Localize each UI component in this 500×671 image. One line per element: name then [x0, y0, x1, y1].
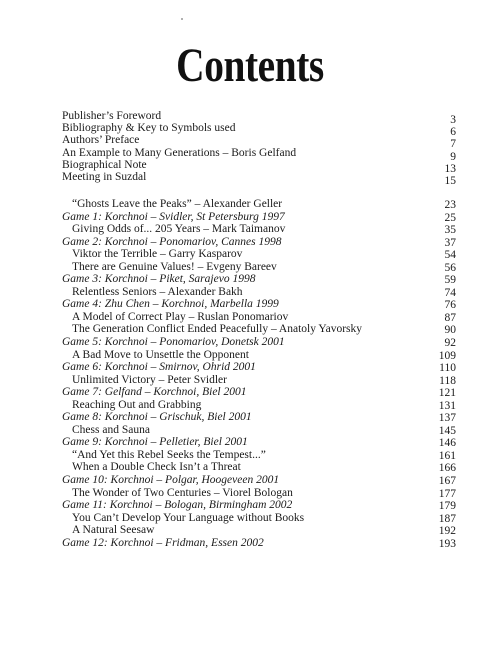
- entry-title: Game 3: Korchnoi – Piket, Sarajevo 1998: [62, 273, 256, 286]
- page-number: 166: [438, 462, 456, 475]
- toc-entry: [62, 110, 456, 126]
- toc-game-entry: [62, 474, 456, 487]
- page-number: 145: [438, 424, 456, 437]
- toc-entry: [62, 134, 456, 151]
- page-number: 90: [444, 324, 456, 337]
- toc-entry: [62, 170, 456, 187]
- entry-title: Game 6: Korchnoi – Smirnov, Ohrid 2001: [62, 361, 256, 374]
- toc-entry: [62, 449, 456, 462]
- page-number: 192: [438, 525, 456, 538]
- toc-entry: [62, 461, 456, 474]
- toc-game-entry: [62, 298, 456, 311]
- toc-entry: [62, 487, 456, 500]
- entry-title: The Wonder of Two Centuries – Viorel Bologan: [72, 486, 293, 499]
- entry-title: Game 7: Gelfand – Korchnoi, Biel 2001: [62, 386, 247, 399]
- page-number: 187: [438, 512, 456, 525]
- entry-title: Bibliography & Key to Symbols used: [62, 122, 236, 135]
- entry-title: Publisher’s Foreword: [62, 110, 162, 122]
- page-number: 121: [438, 387, 456, 400]
- toc-entry: [62, 399, 456, 412]
- entry-title: Game 11: Korchnoi – Bologan, Birmingham 2002: [62, 499, 293, 512]
- page-number: 193: [438, 537, 456, 550]
- page-number: 177: [438, 487, 456, 500]
- entry-title: Game 2: Korchnoi – Ponomariov, Cannes 1998: [62, 235, 282, 248]
- page-number: 74: [444, 286, 456, 299]
- entry-title: Game 4: Zhu Chen – Korchnoi, Marbella 1999: [62, 298, 279, 311]
- page-number: 76: [444, 299, 456, 312]
- toc-game-entry: [62, 537, 456, 550]
- entry-title: There are Genuine Values! – Evgeny Bareev: [72, 260, 277, 273]
- entry-title: A Bad Move to Unsettle the Opponent: [72, 348, 249, 361]
- toc-entry: [62, 198, 456, 211]
- page-number: 25: [444, 211, 456, 224]
- page-number: 37: [444, 236, 456, 249]
- toc-game-entry: [62, 361, 456, 374]
- page-title: Contents: [176, 39, 324, 92]
- page-number: 137: [438, 412, 456, 425]
- page-number: 13: [444, 162, 456, 175]
- entry-title: Unlimited Victory – Peter Svidler: [72, 373, 227, 386]
- toc-entry: [62, 512, 456, 525]
- toc-game-entry: [62, 336, 456, 349]
- toc-entry: [62, 349, 456, 362]
- entry-title: An Example to Many Generations – Boris Gelfand: [62, 146, 297, 159]
- toc-entry: [62, 146, 456, 163]
- toc-game-entry: [62, 236, 456, 249]
- toc-game-entry: [62, 386, 456, 399]
- entry-title: A Model of Correct Play – Ruslan Ponomariov: [72, 310, 289, 323]
- entry-title: Game 12: Korchnoi – Fridman, Essen 2002: [62, 536, 264, 549]
- page-number: 7: [450, 138, 456, 151]
- entry-title: A Natural Seesaw: [72, 524, 155, 537]
- page-number: 23: [444, 199, 456, 211]
- page-number: 92: [444, 337, 456, 350]
- entry-title: “And Yet this Rebel Seeks the Tempest...”: [72, 448, 266, 461]
- toc-entry: [62, 424, 456, 437]
- entry-title: Biographical Note: [62, 158, 147, 171]
- entry-title: Chess and Sauna: [72, 423, 150, 436]
- entry-title: The Generation Conflict Ended Peacefully – Anatoly Yavorsky: [72, 323, 362, 336]
- entry-title: Game 1: Korchnoi – Svidler, St Petersburg 1997: [62, 210, 285, 223]
- page-number: 109: [438, 349, 456, 362]
- page-number: 146: [438, 437, 456, 450]
- entry-title: Viktor the Terrible – Garry Kasparov: [72, 248, 243, 261]
- page-number: 167: [438, 475, 456, 488]
- page-number: 87: [444, 311, 456, 324]
- entry-title: You Can’t Develop Your Language without Books: [72, 511, 305, 524]
- toc-game-entry: [62, 273, 456, 286]
- entry-title: Game 5: Korchnoi – Ponomariov, Donetsk 2001: [62, 336, 285, 349]
- speck: [181, 18, 183, 20]
- toc-entry: [62, 323, 456, 336]
- page-number: 179: [438, 500, 456, 513]
- page-number: 110: [439, 362, 456, 375]
- toc-game-entry: [62, 499, 456, 512]
- toc-game-entry: [62, 211, 456, 224]
- entry-title: Reaching Out and Grabbing: [72, 398, 202, 411]
- entry-title: Game 8: Korchnoi – Grischuk, Biel 2001: [62, 411, 252, 424]
- toc-entry: [62, 248, 456, 261]
- page-number: 59: [444, 274, 456, 287]
- entry-title: Giving Odds of... 205 Years – Mark Taimanov: [72, 223, 286, 236]
- page-number: 3: [450, 114, 456, 126]
- entry-title: Relentless Seniors – Alexander Bakh: [72, 285, 243, 298]
- contents-list: [62, 198, 456, 549]
- entry-title: Game 9: Korchnoi – Pelletier, Biel 2001: [62, 436, 248, 449]
- page-number: 161: [438, 449, 456, 462]
- entry-title: Meeting in Suzdal: [62, 170, 147, 183]
- page-number: 54: [444, 249, 456, 262]
- entry-title: “Ghosts Leave the Peaks” – Alexander Geller: [72, 198, 283, 210]
- page-number: 6: [450, 126, 456, 139]
- page-number: 118: [439, 374, 456, 387]
- page-number: 15: [444, 174, 456, 187]
- entry-title: Game 10: Korchnoi – Polgar, Hoogeveen 2001: [62, 474, 280, 487]
- toc-game-entry: [62, 411, 456, 424]
- page-number: 131: [438, 399, 456, 412]
- entry-title: When a Double Check Isn’t a Threat: [72, 461, 241, 474]
- front-matter-list: [62, 110, 456, 187]
- toc-entry: [62, 122, 456, 139]
- toc-entry: [62, 286, 456, 299]
- entry-title: Authors’ Preface: [62, 134, 140, 147]
- page-number: 9: [450, 150, 456, 163]
- toc-entry: [62, 311, 456, 324]
- toc-entry: [62, 524, 456, 537]
- toc-game-entry: [62, 436, 456, 449]
- page-number: 35: [444, 224, 456, 237]
- page-number: 56: [444, 261, 456, 274]
- toc-entry: [62, 158, 456, 175]
- toc-entry: [62, 374, 456, 387]
- toc-entry: [62, 261, 456, 274]
- toc-entry: [62, 223, 456, 236]
